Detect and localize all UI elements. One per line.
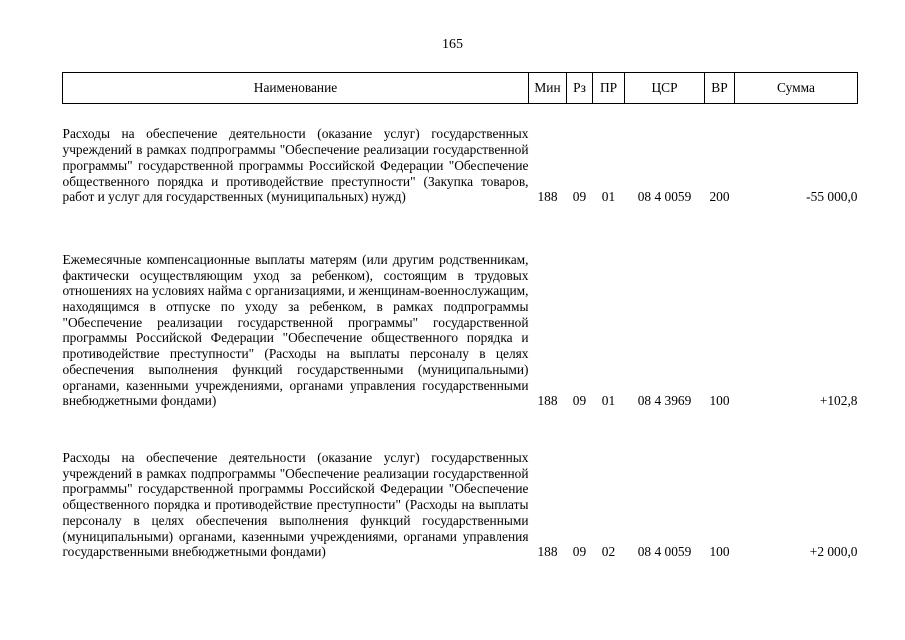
row-pr: 01 bbox=[601, 393, 616, 408]
header-csr: ЦСР bbox=[625, 73, 705, 104]
row-amount: +2 000,0 bbox=[809, 544, 858, 559]
header-rz: Рз bbox=[567, 73, 593, 104]
header-pr: ПР bbox=[593, 73, 625, 104]
row-pr: 02 bbox=[601, 544, 616, 559]
header-name: Наименование bbox=[63, 73, 529, 104]
row-rz: 09 bbox=[572, 393, 587, 408]
header-amount: Сумма bbox=[735, 73, 858, 104]
budget-table bbox=[62, 72, 858, 560]
row-rz: 09 bbox=[572, 189, 587, 204]
row-csr: 08 4 3969 bbox=[637, 393, 692, 408]
table-row bbox=[63, 104, 858, 206]
header-min: Мин bbox=[529, 73, 567, 104]
table-row bbox=[63, 205, 858, 409]
table-row bbox=[63, 409, 858, 560]
row-name: Ежемесячные компенсационные выплаты матерям (или другим родственникам, фактически осуществляющим уход за ребенком), состоящим в трудовых отношениях на условиях найма с организациями, и женщинам-военнослужащим, находящимся в отпуске по уходу за ребенком, в рамках подпрограммы "Обеспечение реализации государственной программы" государственной программы Российской Федерации "Обеспечение общественного порядка и противодействие преступности" (Расходы на выплаты персоналу в целях обеспечения выполнения функций государственными (муниципальными) органами, казенными учреждениями, органами управления государственными внебюджетными фондами) bbox=[62, 251, 529, 409]
row-csr: 08 4 0059 bbox=[637, 189, 692, 204]
row-pr: 01 bbox=[601, 189, 616, 204]
row-min: 188 bbox=[537, 189, 558, 204]
row-vr: 200 bbox=[709, 189, 730, 204]
row-name: Расходы на обеспечение деятельности (оказание услуг) государственных учреждений в рамках подпрограммы "Обеспечение реализации государственной программы" государственной программы Российской Федерации "Обеспечение общественного порядка и противодействие преступности" (Закупка товаров, работ и услуг для государственных (муниципальных) нужд) bbox=[62, 126, 529, 205]
row-min: 188 bbox=[537, 393, 558, 408]
row-amount: +102,8 bbox=[819, 393, 858, 408]
table-header-row bbox=[63, 73, 858, 104]
page-number: 165 bbox=[442, 37, 463, 52]
header-vr: ВР bbox=[705, 73, 735, 104]
row-vr: 100 bbox=[709, 393, 730, 408]
row-rz: 09 bbox=[572, 544, 587, 559]
row-vr: 100 bbox=[709, 544, 730, 559]
row-name: Расходы на обеспечение деятельности (оказание услуг) государственных учреждений в рамках подпрограммы "Обеспечение реализации государственной программы" государственной программы Российской Федерации "Обеспечение общественного порядка и противодействие преступности" (Расходы на выплаты персоналу в целях обеспечения выполнения функций государственными (муниципальными) органами, казенными учреждениями, органами управления государственными внебюджетными фондами) bbox=[62, 450, 529, 560]
row-csr: 08 4 0059 bbox=[637, 544, 692, 559]
row-amount: -55 000,0 bbox=[806, 189, 858, 204]
row-min: 188 bbox=[537, 544, 558, 559]
